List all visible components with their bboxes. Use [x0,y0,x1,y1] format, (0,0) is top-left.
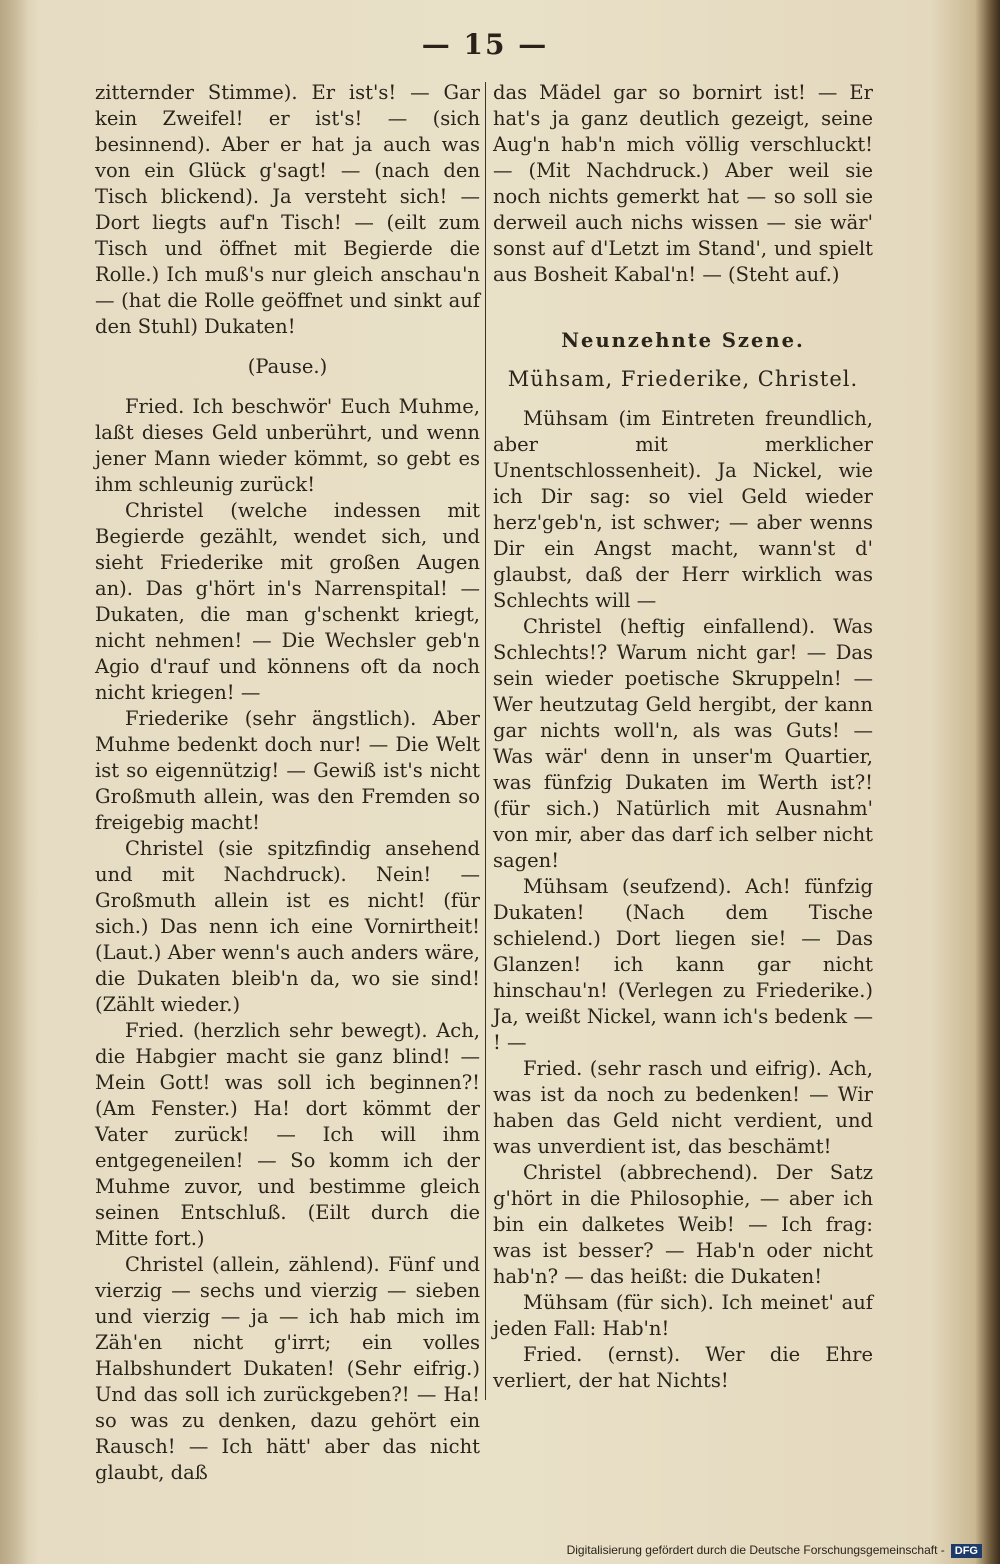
text-paragraph: Christel (abbrechend). Der Satz g'hört in die Philosophie, — aber ich bin ein dalketes Weib! — Ich frag: was ist besser? — Hab'n oder nicht hab'n? — das heißt: die Dukaten! [493,1161,873,1288]
scene-title: Neunzehnte Szene. [561,329,805,352]
credit-text: Digitalisierung gefördert durch die Deutsche Forschungsgemeinschaft - [566,1543,945,1557]
digitization-credit [0,1543,982,1558]
right-column [493,80,873,1394]
cast-list: Mühsam, Friederike, Christel. [507,367,859,391]
text-paragraph: Fried. Ich beschwör' Euch Muhme, laßt dieses Geld unberührt, und wenn jener Mann wieder kömmt, so gebt es ihm schleunig zurück! [95,395,480,496]
text-paragraph: Christel (allein, zählend). Fünf und vierzig — sechs und vierzig — sieben und vierzig — ja — ich hab mich im Zäh'en nicht g'irrt; ein volles Halbshundert Dukaten! (Sehr eifrig.) Und das soll ich zurückgeben?! — Ha! so was zu denken, dazu gehört ein Rausch! — Ich hätt' aber das nicht glaubt, daß [95,1253,480,1484]
text-paragraph: Friederike (sehr ängstlich). Aber Muhme bedenkt doch nur! — Die Welt ist so eigennützig! — Gewiß ist's nicht Großmuth allein, was den Fremden so freigebig macht! [95,707,480,834]
page-number: — 15 — [421,28,549,61]
text-paragraph: Mühsam (für sich). Ich meinet' auf jeden Fall: Hab'n! [493,1291,873,1340]
column-divider [485,82,486,1400]
dfg-logo: DFG [951,1544,982,1558]
text-paragraph: Mühsam (seufzend). Ach! fünfzig Dukaten! (Nach dem Tische schielend.) Dort liegen sie! — Das Glanzen! ich kann gar nicht hinschau'n! (Verlegen zu Friederike.) Ja, weißt Nickel, wann ich's bedenk — ! — [493,875,873,1054]
text-paragraph: Mühsam (im Eintreten freundlich, aber mit merklicher Unentschlossenheit). Ja Nickel, wie ich Dir sag: so viel Geld wieder herz'geb'n, ist schwer; — aber wenns Dir ein Angst macht, wann'st d' glaubst, daß der Herr wirklich was Schlechts will — [493,407,873,612]
text-paragraph: Christel (heftig einfallend). Was Schlechts!? Warum nicht gar! — Das sein wieder poetische Skruppeln! — Wer heutzutag Geld hergibt, der kann gar nichts woll'n, als was Guts! — Was wär' denn in unser'm Quartier, was fünfzig Dukaten im Werth ist?! (für sich.) Natürlich mit Ausnahm' von mir, aber das darf ich selber nicht sagen! [493,615,873,872]
text-paragraph: zitternder Stimme). Er ist's! — Gar kein Zweifel! er ist's! — (sich besinnend). Aber er hat ja auch was von ein Glück g'sagt! — (nach den Tisch blickend). Ja versteht sich! — Dort liegts auf'n Tisch! — (eilt zum Tisch und öffnet mit Begierde die Rolle.) Ich muß's nur gleich anschau'n — (hat die Rolle geöffnet und sinkt auf den Stuhl) Dukaten! [95,81,480,338]
left-column [95,80,480,1486]
text-paragraph: Christel (welche indessen mit Begierde gezählt, wendet sich, und sieht Friederike mit großen Augen an). Das g'hört in's Narrenspital! — Dukaten, die man g'schenkt kriegt, nicht nehmen! — Die Wechsler geb'n Agio d'rauf und könnens oft da noch nicht kriegen! — [95,499,480,704]
text-paragraph: das Mädel gar so bornirt ist! — Er hat's ja ganz deutlich gezeigt, seine Aug'n hab'n mich völlig verschluckt! — (Mit Nachdruck.) Aber weil sie noch nichts gemerkt hat — so soll sie derweil auch nichs wissen — sie wär' sonst auf d'Letzt im Stand', und spielt aus Bosheit Kabal'n! — (Steht auf.) [493,81,873,286]
stage-direction: (Pause.) [247,355,328,378]
spine-shadow [0,0,28,1564]
text-paragraph: Fried. (ernst). Wer die Ehre verliert, der hat Nichts! [493,1343,873,1392]
text-paragraph: Fried. (sehr rasch und eifrig). Ach, was ist da noch zu bedenken! — Wir haben das Geld nicht verdient, und was unverdient ist, das beschämt! [493,1057,873,1158]
text-paragraph: Christel (sie spitzfindig ansehend und mit Nachdruck). Nein! — Großmuth allein ist es nicht! (für sich.) Das nenn ich eine Vornirtheit! (Laut.) Aber wenn's auch anders wäre, die Dukaten bleib'n da, wo sie sind! (Zählt wieder.) [95,837,480,1016]
text-paragraph: Fried. (herzlich sehr bewegt). Ach, die Habgier macht sie ganz blind! — Mein Gott! was soll ich beginnen?! (Am Fenster.) Ha! dort kömmt der Vater zurück! — Ich will ihm entgegeneilen! — So komm ich der Muhme zuvor, und bestimme gleich seinen Entschluß. (Eilt durch die Mitte fort.) [95,1019,480,1250]
